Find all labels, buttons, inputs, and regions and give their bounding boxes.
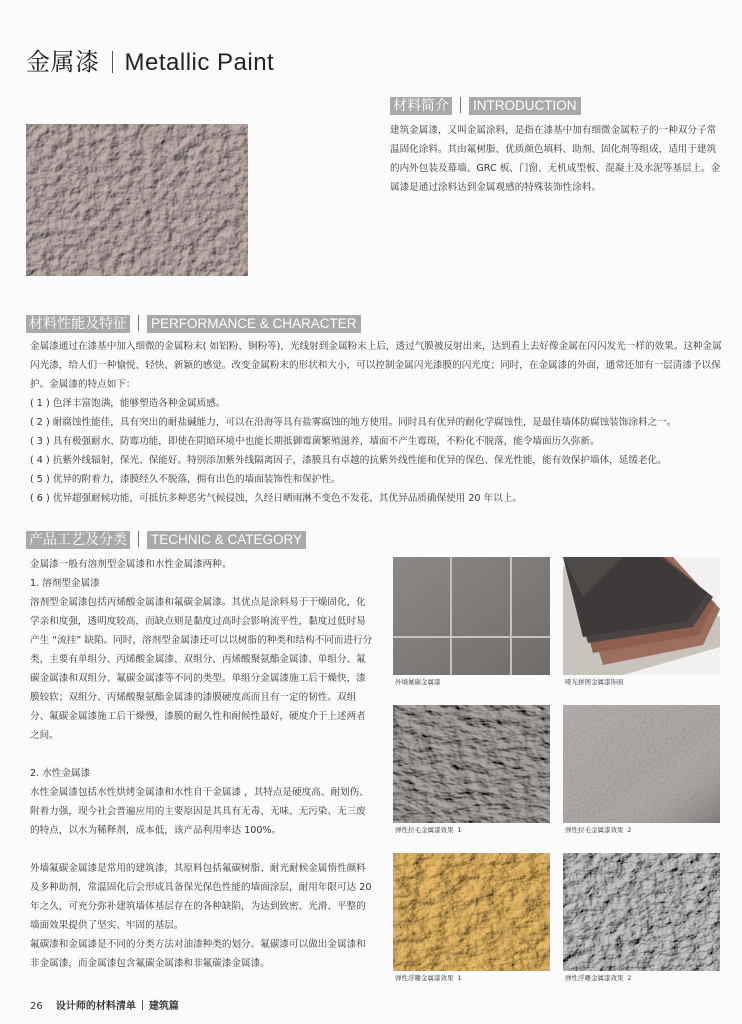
technic-body bbox=[30, 555, 375, 973]
intro-paragraph: 建筑金属漆，又叫金属涂料，是指在漆基中加有细微金属粒子的一种双分子常温固化涂料。其由氟树脂、优质颜色填料、助剂、固化剂等组成，适用于建筑的内外包装及幕墙、GRC 板、门窗、无机成型板、混凝土及水泥等基层上。金属漆是通过涂料达到金属观感的特殊装饰性涂料。 bbox=[390, 125, 721, 193]
performance-intro: 金属漆通过在漆基中加入细微的金属粉末( 如铝粉、铜粉等)，光线射到金属粉末上后，透过气膜被反射出来，达到看上去好像金属在闪闪发光一样的效果。这种金属闪光漆，给人们一种愉悦、轻快、新颖的感觉。改变金属粉末的形状和大小，可以控制金属闪光漆膜的闪光度；同时，在金属漆的外面，通常还加有一层清漆予以保护。金属漆的特点如下： bbox=[30, 341, 722, 390]
section-name: 建筑篇 bbox=[148, 1001, 179, 1012]
page-number: 26 bbox=[30, 1001, 43, 1012]
performance-item: ( 2 ) 耐腐蚀性能佳，具有突出的耐盐碱能力，可以在沿海等具有盐雾腐蚀的地方使用。同时具有优异的耐化学腐蚀性，是最佳墙体防腐蚀装饰涂料之一。 bbox=[30, 417, 677, 428]
intro-heading bbox=[390, 95, 581, 113]
technic-para4: 氟碳漆和金属漆是不同的分类方法对油漆种类的划分。氟碳漆可以做出金属漆和非金属漆，而金属漆包含氟碳金属漆和非氟碳漆金属漆。 bbox=[30, 939, 366, 969]
technic-heading bbox=[26, 529, 306, 547]
sample-exterior-fluorocarbon-image bbox=[393, 557, 550, 675]
technic-sub1-text: 溶剂型金属漆包括丙烯酸金属漆和氟碳金属漆。其优点是涂料易于干燥固化，化学亲和度强，透明度较高，而缺点则是黏度过高时会影响流平性，黏度过低时易产生 “流挂” 缺陷。同时，溶剂型金属漆还可以以树脂的种类和结构不同而进行分类，主要有单组分、丙烯酸金属漆、双组分、丙烯酸聚氨酯金属漆、单组分、氟碳金属漆和双组分、氟碳金属漆等不同的类型。单组分金属漆施工后干燥快，漆膜较软；双组分、丙烯酸聚氨酯金属漆的漆膜硬度高而且有一定的韧性。双组分、氟碳金属漆施工后干燥慢，漆膜的耐久性和耐候性最好，硬度介于上述两者之间。 bbox=[30, 597, 373, 741]
performance-item: ( 6 ) 优异超强耐候功能，可抵抗多种恶劣气候侵蚀，久经日晒雨淋不变色不发花，其优异品质确保使用 20 年以上。 bbox=[30, 493, 522, 504]
technic-spacer bbox=[30, 745, 375, 764]
intro-text bbox=[390, 121, 722, 197]
performance-item: ( 4 ) 抗紫外线辐射，保光、保能好。特别添加紫外线隔离因子，漆膜具有卓越的抗紫外线性能和优异的保色、保光性能，能有效保护墙体，延缓老化。 bbox=[30, 455, 667, 466]
sample-elastic-stucco-1-image bbox=[393, 705, 550, 823]
sample-caption: 哑光拼图金属漆饰面 bbox=[565, 678, 624, 686]
sample-matte-puzzle-image bbox=[563, 557, 720, 675]
sample-elastic-relief-2-image bbox=[563, 853, 720, 971]
technic-heading-divider bbox=[138, 531, 139, 547]
intro-heading-cn: 材料简介 bbox=[390, 97, 452, 115]
sample-elastic-stucco-2-image bbox=[563, 705, 720, 823]
technic-sub1-title: 1. 溶剂型金属漆 bbox=[30, 578, 100, 589]
sample-caption: 外墙氟碳金属漆 bbox=[395, 678, 441, 686]
technic-sub2-title: 2. 水性金属漆 bbox=[30, 768, 91, 779]
performance-heading-en: PERFORMANCE & CHARACTER bbox=[147, 315, 361, 333]
sample-caption: 弹性拉毛金属漆效果 1 bbox=[395, 826, 462, 834]
performance-body bbox=[30, 337, 723, 508]
technic-para3: 外墙氟碳金属漆是常用的建筑漆，其原料包括氟碳树脂、耐光耐候金属惰性颜料及多种助剂，常温固化后会形成具备保光保色性能的墙面涂层，耐用年限可达 20 年之久，可充分弥补建筑墙体基层存在的各种缺陷，为达到致密、光滑、平整的墙面效果提供了坚实、牢固的基层。 bbox=[30, 863, 372, 931]
performance-item: ( 5 ) 优异的附着力，漆膜经久不脱落，拥有出色的墙面装饰性和保护性。 bbox=[30, 474, 341, 485]
title-en: Metallic Paint bbox=[124, 49, 275, 76]
title-divider bbox=[112, 51, 113, 73]
sample-elastic-relief-1-image bbox=[393, 853, 550, 971]
intro-heading-en: INTRODUCTION bbox=[469, 97, 581, 115]
technic-spacer bbox=[30, 840, 375, 859]
footer-divider bbox=[142, 1000, 143, 1010]
performance-heading bbox=[26, 313, 361, 331]
page-title bbox=[26, 42, 274, 77]
book-title: 设计师的材料清单 bbox=[55, 1001, 136, 1012]
sample-caption: 弹性拉毛金属漆效果 2 bbox=[565, 826, 632, 834]
performance-item: ( 1 ) 色泽丰富饱满，能够塑造各种金属质感。 bbox=[30, 398, 226, 409]
sample-caption: 弹性浮雕金属漆效果 2 bbox=[565, 974, 632, 982]
technic-lead: 金属漆一般有溶剂型金属漆和水性金属漆两种。 bbox=[30, 559, 232, 570]
technic-heading-cn: 产品工艺及分类 bbox=[26, 531, 130, 549]
sample-caption: 弹性浮雕金属漆效果 1 bbox=[395, 974, 462, 982]
technic-heading-en: TECHNIC & CATEGORY bbox=[147, 531, 306, 549]
title-cn: 金属漆 bbox=[26, 48, 100, 76]
technic-sub2-text: 水性金属漆包括水性烘烤金属漆和水性自干金属漆 ，其特点是硬度高、耐划伤、附着力强，现今社会普遍应用的主要原因是其具有无毒、无味、无污染、无三废的特点，以水为稀释剂，成本低，该产品利用率达 100%。 bbox=[30, 787, 369, 836]
metallic-texture-image bbox=[26, 124, 248, 276]
performance-heading-divider bbox=[138, 315, 139, 331]
performance-heading-cn: 材料性能及特征 bbox=[26, 315, 130, 333]
page-footer bbox=[30, 997, 179, 1012]
performance-item: ( 3 ) 具有极强耐水、防霉功能，即使在阴暗环境中也能长期抵御霉菌繁殖滋养，墙面不产生霉斑，不粉化不脱落，能令墙面历久弥新。 bbox=[30, 436, 600, 447]
intro-heading-divider bbox=[460, 97, 461, 113]
